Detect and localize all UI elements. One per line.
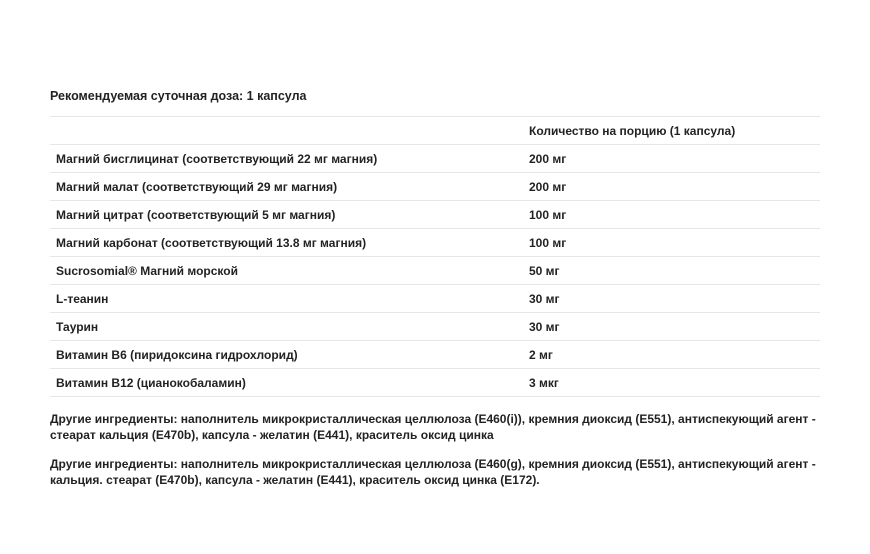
ingredient-name: Магний цитрат (соответствующий 5 мг магния) (50, 201, 523, 229)
ingredient-amount: 200 мг (523, 173, 820, 201)
ingredient-amount: 30 мг (523, 285, 820, 313)
table-row (50, 229, 820, 257)
ingredient-amount: 100 мг (523, 201, 820, 229)
ingredient-amount: 100 мг (523, 229, 820, 257)
other-ingredients-text: Другие ингредиенты: наполнитель микрокристаллическая целлюлоза (E460(g), кремния диоксид (E551), антиспекующий агент - кальция. стеарат (E470b), капсула - желатин (E441), краситель оксид цинка (E172). (50, 457, 816, 487)
ingredient-amount: 50 мг (523, 257, 820, 285)
ingredients-table (50, 116, 820, 397)
other-ingredients-text: Другие ингредиенты: наполнитель микрокристаллическая целлюлоза (E460(i)), кремния диоксид (E551), антиспекующий агент - стеарат кальция (E470b), капсула - желатин (E441), краситель оксид цинка (50, 412, 816, 442)
ingredient-name: Магний малат (соответствующий 29 мг магния) (50, 173, 523, 201)
ingredient-amount: 3 мкг (523, 369, 820, 397)
table-row (50, 313, 820, 341)
table-header-row (50, 117, 820, 145)
table-row (50, 341, 820, 369)
ingredient-name: Таурин (50, 313, 523, 341)
ingredient-name: Sucrosomial® Магний морской (50, 257, 523, 285)
ingredient-name: L-теанин (50, 285, 523, 313)
ingredient-name: Магний бисглицинат (соответствующий 22 мг магния) (50, 145, 523, 173)
ingredient-amount: 2 мг (523, 341, 820, 369)
table-row (50, 285, 820, 313)
header-empty-cell (50, 117, 523, 145)
daily-dose-text: Рекомендуемая суточная доза: 1 капсула (50, 89, 307, 103)
ingredient-name: Витамин B6 (пиридоксина гидрохлорид) (50, 341, 523, 369)
table-row (50, 369, 820, 397)
ingredient-name: Витамин B12 (цианокобаламин) (50, 369, 523, 397)
ingredient-amount: 200 мг (523, 145, 820, 173)
header-amount: Количество на порцию (1 капсула) (523, 117, 820, 145)
table-row (50, 257, 820, 285)
ingredient-name: Магний карбонат (соответствующий 13.8 мг магния) (50, 229, 523, 257)
table-row (50, 173, 820, 201)
table-row (50, 145, 820, 173)
ingredient-amount: 30 мг (523, 313, 820, 341)
table-row (50, 201, 820, 229)
